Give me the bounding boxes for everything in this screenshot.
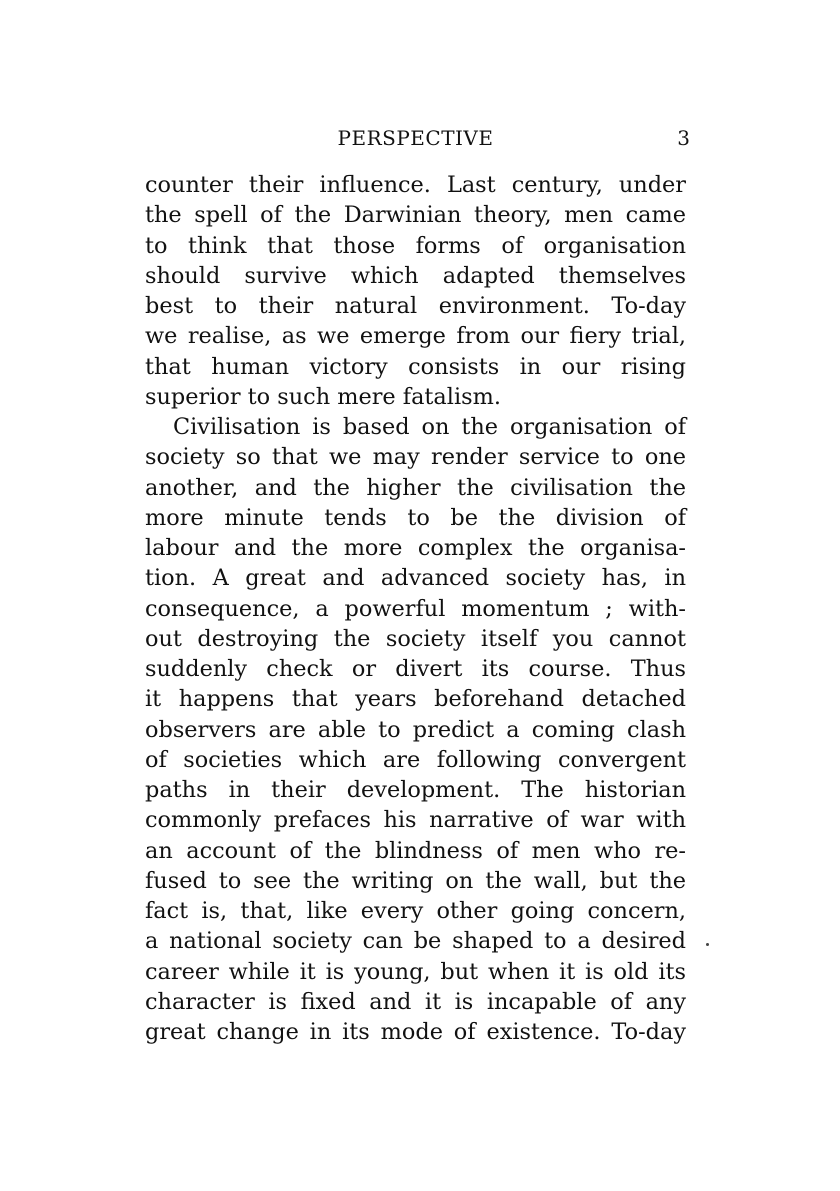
text-line: that human victory consists in our rising [145,353,686,380]
text-line: out destroying the society itself you cannot [145,625,686,652]
text-line: society so that we may render service to one [145,444,686,471]
text-line: best to their natural environment. To-day [145,293,686,319]
text-line: it happens that years beforehand detached [145,686,686,713]
text-line: we realise, as we emerge from our fiery trial, [145,323,686,350]
running-title: PERSPECTIVE [337,126,494,150]
text-line: observers are able to predict a coming clash [145,716,686,743]
text-line: an account of the blindness of men who re- [145,837,686,864]
text-line: suddenly check or divert its course. Thus [145,656,686,682]
text-line: a national society can be shaped to a desired [145,928,686,955]
page-number: 3 [677,126,690,150]
text-line: commonly prefaces his narrative of war with [145,807,686,834]
text-line: career while it is young, but when it is old its [145,958,686,985]
text-line: to think that those forms of organisation [145,232,686,259]
text-line: consequence, a powerful momentum ; with- [145,595,686,622]
text-line: great change in its mode of existence. To-day [145,1019,686,1045]
text-line: Civilisation is based on the organisation of [173,414,686,440]
text-line: labour and the more complex the organisa- [145,535,686,561]
text-line: of societies which are following convergent [145,746,686,773]
text-line: the spell of the Darwinian theory, men came [145,202,686,229]
text-line: counter their influence. Last century, under [145,172,686,198]
text-line: superior to such mere fatalism. [145,383,501,410]
paragraph [145,170,686,412]
running-head [145,126,690,156]
text-line: fused to see the writing on the wall, but the [145,867,686,894]
text-line: more minute tends to be the division of [145,504,686,531]
text-line: fact is, that, like every other going concern, [145,898,686,924]
body-text [145,170,686,1047]
paragraph [145,412,686,1047]
text-line: character is fixed and it is incapable of any [145,988,686,1015]
text-line: paths in their development. The historian [145,777,686,803]
text-line: tion. A great and advanced society has, in [145,565,686,592]
text-line: another, and the higher the civilisation the [145,474,686,501]
text-line: should survive which adapted themselves [145,262,686,289]
scan-speck [706,943,709,946]
